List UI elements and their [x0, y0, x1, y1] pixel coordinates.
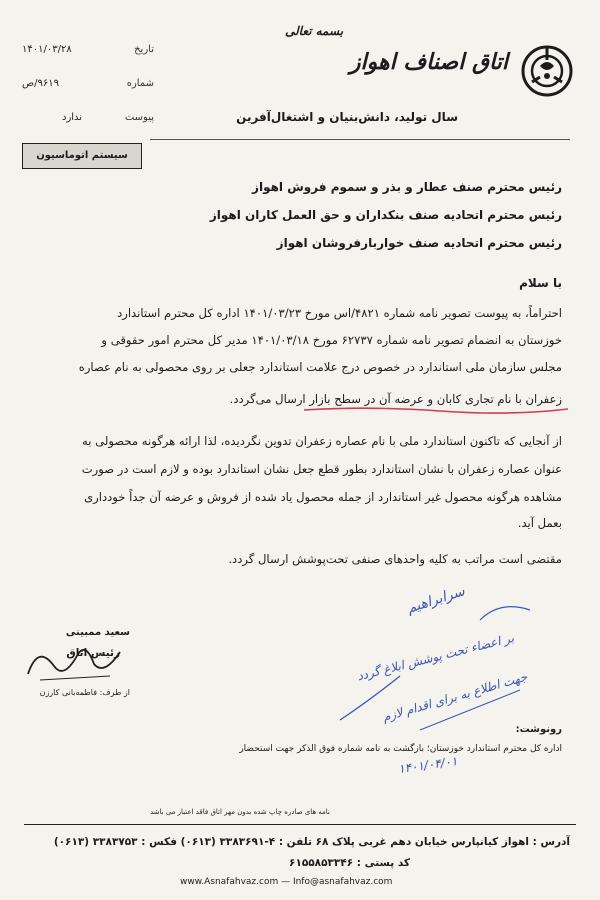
- pen-underline-mark: [300, 404, 572, 416]
- logo-emblem-icon: [520, 44, 574, 98]
- meta-attachment: [22, 112, 172, 134]
- footer-divider: [24, 824, 576, 825]
- signer-name: سعید ممبینی: [65, 627, 130, 638]
- signer-title: رئیس اتاق: [66, 647, 120, 659]
- meta-number-value: ۹۶۱۹/ص: [22, 78, 59, 89]
- footer-warning: نامه های صادره چاپ شده بدون مهر اتاق فاقد اعتبار می باشد: [150, 808, 330, 816]
- paragraph1-line1: احتراماً، به پیوست تصویر نامه شماره ۴۸۲۱/اس مورخ ۱۴۰۱/۰۳/۲۳ اداره کل محترم استاندارد: [117, 306, 562, 320]
- recipient-2: رئیس محترم اتحادیه صنف بنکداران و حق العمل کاران اهواز: [209, 208, 562, 222]
- greeting: با سلام: [519, 276, 562, 290]
- org-logo: [520, 44, 574, 98]
- signer-note: از طرف: فاطمه‌بانی کارزن: [39, 688, 130, 697]
- footer-address: آدرس : اهواز کیانپارس خیابان دهم غربی پلاک ۶۸ تلفن : ۴-۳۳۸۳۶۹۱ (۰۶۱۳) فکس : ۳۳۸۳۷۵۳ (۰۶۱۳): [53, 836, 570, 848]
- meta-number: [22, 78, 172, 100]
- paragraph2-line1: از آنجایی که تاکنون استاندارد ملی با نام عصاره زعفران تدوین نگردیده، لذا ارائه هرگونه محصولی به: [82, 434, 562, 448]
- handwritten-line1: سرابراهیم: [404, 583, 467, 617]
- footer-postal: کد پستی : ۶۱۵۵۸۵۳۳۴۶: [289, 857, 410, 869]
- paragraph2-line4: بعمل آید.: [517, 516, 562, 530]
- signature-scribble: [20, 636, 130, 690]
- meta-attachment-label: پیوست: [124, 112, 154, 123]
- recipient-3: رئیس محترم اتحادیه صنف خواربارفروشان اهواز: [276, 236, 562, 250]
- handwritten-line2: بر اعضاء تحت پوشش ابلاغ گردد: [355, 630, 516, 684]
- paragraph1-line3: مجلس سازمان ملی استاندارد در خصوص درج علامت استاندارد جعلی بر روی محصولی به نام عصاره: [78, 360, 562, 374]
- footer-web: www.Asnafahvaz.com — Info@asnafahvaz.com: [180, 877, 393, 887]
- paragraph2-line3: مشاهده هرگونه محصول غیر استاندارد از جمله محصول یاد شده از فروش و عرضه آن جداً خودداری: [84, 490, 562, 504]
- paragraph3: مقتضی است مراتب به کلیه واحدهای صنفی تحت‌پوشش ارسال گردد.: [228, 552, 562, 566]
- org-name: اتاق اصناف اهواز: [349, 50, 508, 75]
- meta-date-label: تاریخ: [134, 44, 154, 55]
- paragraph1-line4: زعفران با نام تجاری کابان و عرضه آن در سطح بازار ارسال می‌گردد.: [229, 392, 562, 406]
- paragraph2-line2: عنوان عصاره زعفران با نشان استاندارد بطور قطع جعل نشان استاندارد بوده و لازم است در صورت: [81, 462, 562, 476]
- handwritten-line3: جهت اطلاع به برای اقدام لازم: [380, 669, 529, 725]
- cc-line: اداره کل محترم استاندارد خوزستان؛ بازگشت به نامه شماره فوق الذکر جهت استحضار: [239, 744, 562, 754]
- automation-stamp: سیستم اتوماسیون: [22, 143, 142, 169]
- signature-scribble-icon: [20, 636, 130, 686]
- meta-number-label: شماره: [126, 78, 154, 89]
- meta-date-value: ۱۴۰۱/۰۳/۲۸: [22, 44, 72, 55]
- basmala: بسمه تعالی: [285, 24, 344, 38]
- handwritten-date: ۱۴۰۱/۰۴/۰۱: [397, 753, 459, 777]
- paragraph1-line2: خوزستان به انضمام تصویر نامه شماره ۶۲۷۳۷ مورخ ۱۴۰۱/۰۳/۱۸ مدیر کل محترم امور حقوقی و: [101, 333, 562, 347]
- cc-heading: رونوشت:: [515, 724, 562, 735]
- recipient-1: رئیس محترم صنف عطار و بذر و سموم فروش اهواز: [252, 180, 562, 194]
- meta-date: [22, 44, 172, 66]
- header-divider: [150, 139, 570, 140]
- year-slogan: سال تولید، دانش‌بنیان و اشتغال‌آفرین: [236, 110, 458, 124]
- meta-attachment-value: ندارد: [62, 112, 83, 123]
